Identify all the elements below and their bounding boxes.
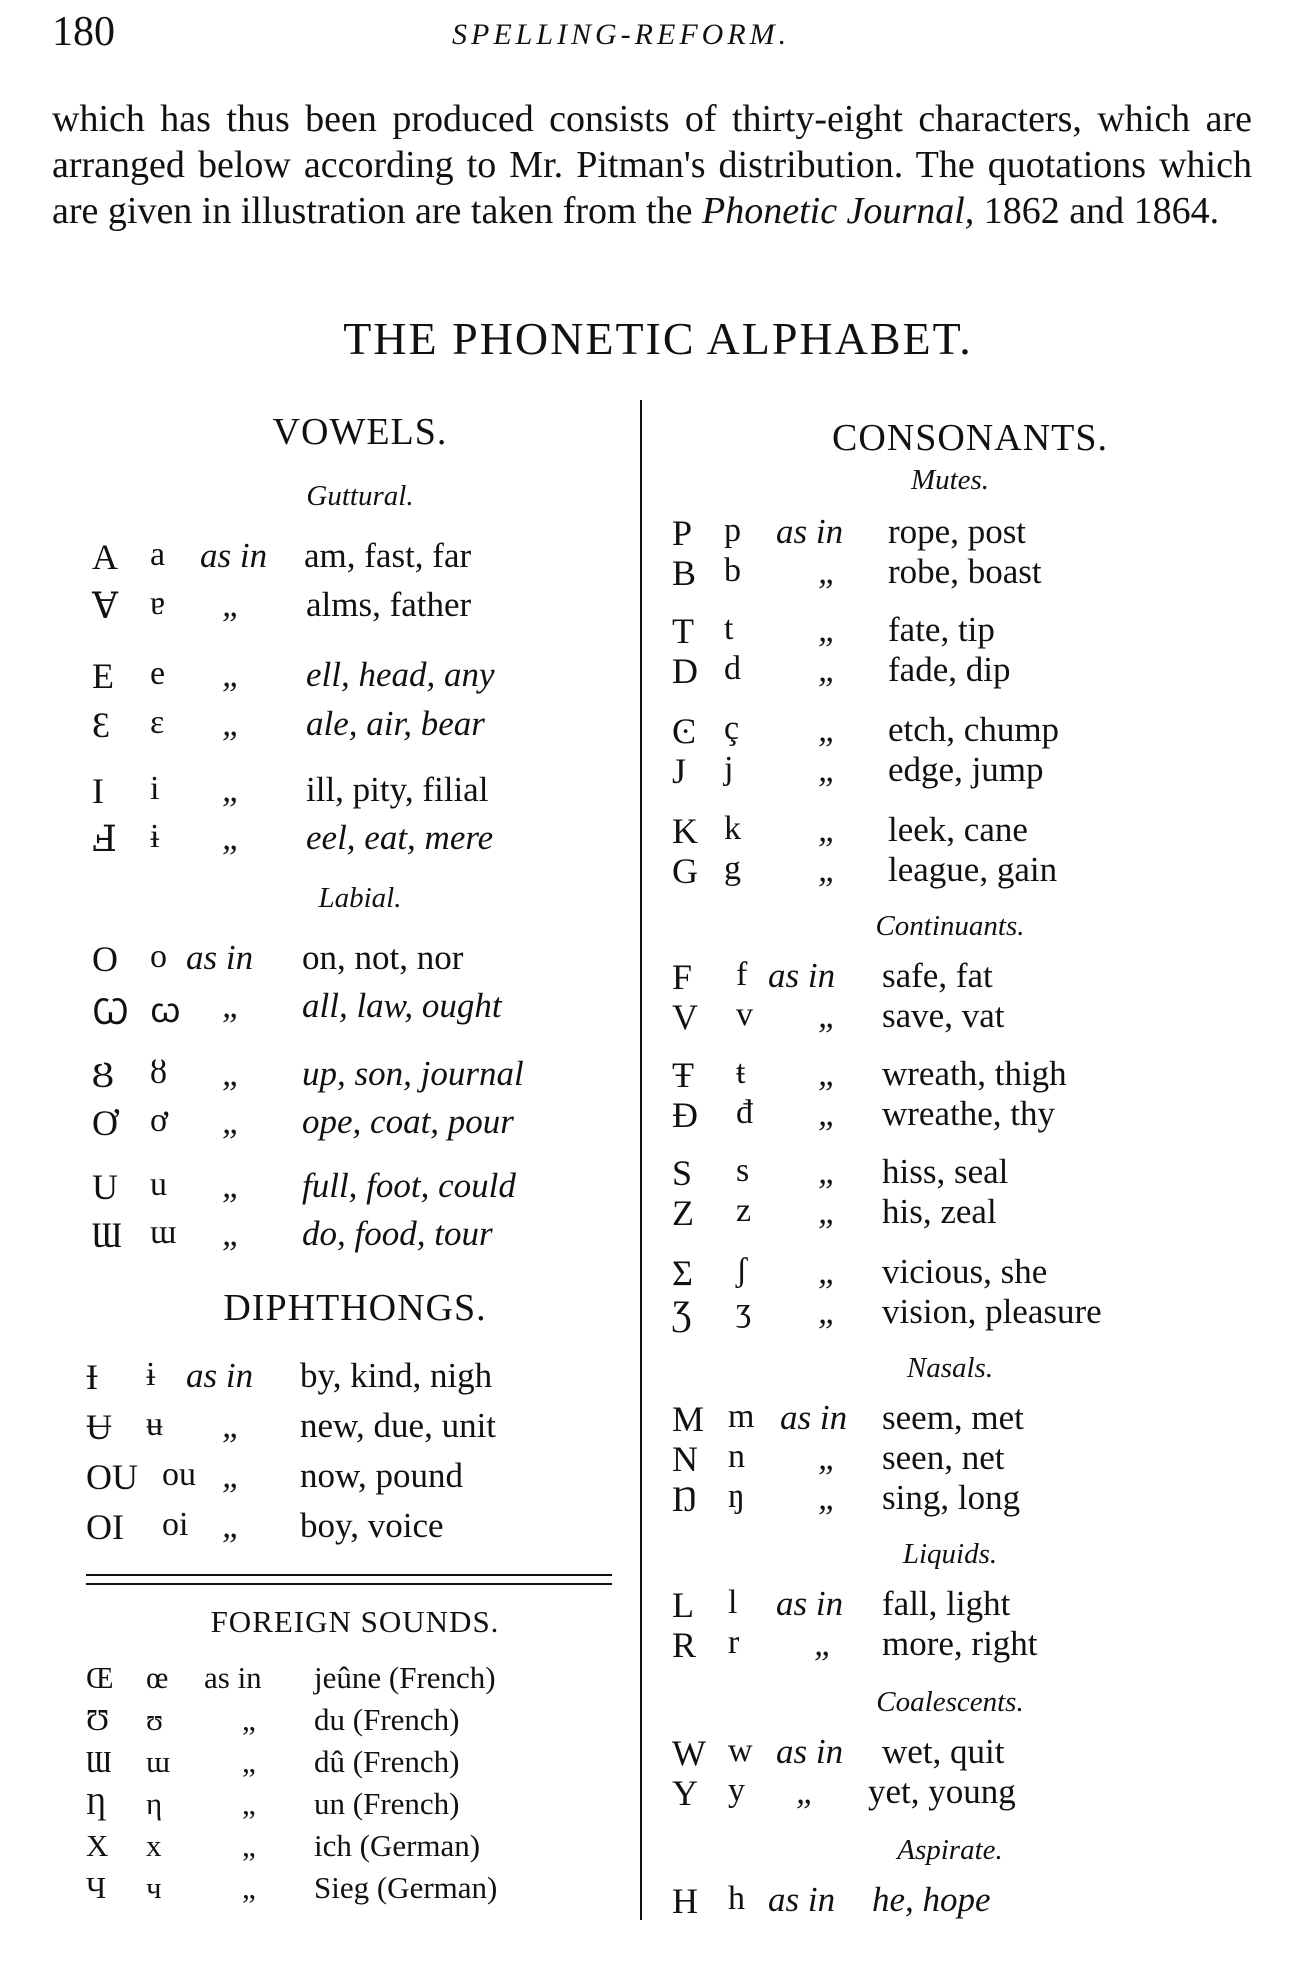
example-words: edge, jump xyxy=(888,750,1044,789)
lowercase-letter: l xyxy=(728,1584,738,1621)
capital-letter: Ɛ xyxy=(92,705,111,745)
capital-letter: Ɯ xyxy=(86,1744,112,1779)
ditto-marker: „ xyxy=(818,1094,838,1133)
running-head: SPELLING-REFORM. xyxy=(452,18,791,51)
capital-letter: U xyxy=(92,1167,118,1207)
capital-letter: M xyxy=(672,1399,705,1439)
nasals-label: Nasals. xyxy=(906,1352,994,1384)
capital-letter: V xyxy=(672,997,698,1037)
capital-letter: Ͼ xyxy=(672,711,697,751)
lowercase-letter: i xyxy=(150,770,160,807)
intro-paragraph xyxy=(52,96,1252,234)
lowercase-letter: u xyxy=(150,1166,167,1203)
example-words: league, gain xyxy=(888,850,1058,889)
coalescents-label: Coalescents. xyxy=(876,1686,1024,1718)
capital-letter: R xyxy=(672,1625,697,1665)
lowercase-letter: ч xyxy=(146,1870,162,1905)
capital-letter: O xyxy=(92,939,118,979)
page-title: THE PHONETIC ALPHABET. xyxy=(343,313,973,364)
ditto-marker: „ xyxy=(242,1786,256,1821)
lowercase-letter: j xyxy=(724,750,734,787)
as-in-marker: as in xyxy=(768,956,836,995)
as-in-marker: as in xyxy=(200,536,268,575)
example-words: leek, cane xyxy=(888,810,1028,849)
lowercase-letter: f xyxy=(736,956,748,993)
lowercase-letter: h xyxy=(728,1880,745,1917)
ditto-marker: „ xyxy=(818,1192,838,1231)
lowercase-letter: ŋ xyxy=(728,1478,745,1515)
foreign-sounds-heading: FOREIGN SOUNDS. xyxy=(210,1604,500,1639)
capital-letter: Đ xyxy=(672,1095,698,1135)
ditto-marker: „ xyxy=(242,1870,256,1905)
ditto-marker: „ xyxy=(222,770,242,809)
ditto-marker: „ xyxy=(818,610,838,649)
capital-letter: P xyxy=(672,513,693,553)
capital-letter: W xyxy=(672,1733,706,1773)
example-words: un (French) xyxy=(314,1786,460,1821)
example-words: alms, father xyxy=(306,585,472,624)
example-words: jeûne (French) xyxy=(314,1660,496,1695)
lowercase-letter: ɨ xyxy=(146,1356,156,1393)
example-words: save, vat xyxy=(882,996,1005,1035)
example-words: wet, quit xyxy=(882,1732,1005,1771)
aspirate-label: Aspirate. xyxy=(897,1834,1003,1866)
example-words: am, fast, far xyxy=(304,536,472,575)
ditto-marker: „ xyxy=(818,650,838,689)
lowercase-letter: x xyxy=(146,1828,162,1863)
lowercase-letter: g xyxy=(724,850,741,887)
capital-letter: Σ xyxy=(672,1253,693,1293)
capital-letter: Y xyxy=(672,1773,698,1813)
capital-letter: L xyxy=(672,1585,694,1625)
capital-letter: D xyxy=(672,651,698,691)
diphthongs-heading: DIPHTHONGS. xyxy=(223,1287,487,1329)
example-words: all, law, ought xyxy=(302,986,502,1025)
lowercase-letter: ơ xyxy=(150,1102,168,1139)
example-words: on, not, nor xyxy=(302,938,464,977)
lowercase-letter: t xyxy=(724,610,734,647)
lowercase-letter: đ xyxy=(736,1094,753,1131)
lowercase-letter: y xyxy=(728,1772,745,1809)
capital-letter: H xyxy=(672,1881,698,1921)
lowercase-letter: ʉ xyxy=(146,1406,163,1443)
capital-letter: N xyxy=(672,1439,698,1479)
lowercase-letter: p xyxy=(724,512,741,549)
ditto-marker: „ xyxy=(222,1506,242,1545)
capital-letter: E xyxy=(92,656,114,696)
ditto-marker: „ xyxy=(242,1828,256,1863)
ditto-marker: „ xyxy=(222,1102,242,1141)
example-words: do, food, tour xyxy=(302,1214,493,1253)
example-words: vision, pleasure xyxy=(882,1292,1102,1331)
ditto-marker: „ xyxy=(222,1456,242,1495)
as-in-marker: as in xyxy=(186,938,254,977)
example-words: Sieg (German) xyxy=(314,1870,498,1905)
lowercase-letter: ʊ xyxy=(146,1702,164,1737)
liquids-label: Liquids. xyxy=(902,1538,998,1570)
lowercase-letter: o xyxy=(150,938,167,975)
lowercase-letter: ꞷ xyxy=(150,993,181,1030)
lowercase-letter: v xyxy=(736,996,753,1033)
intro-text: which has thus been produced consists of thirty-eight characters, which are arranged below according to Mr. Pitman's distribution. The quotations which are given in illustration are taken from the xyxy=(52,98,1252,232)
example-words: boy, voice xyxy=(300,1506,444,1545)
lowercase-letter: ç xyxy=(724,710,740,747)
ditto-marker: „ xyxy=(242,1744,256,1779)
lowercase-letter: w xyxy=(728,1732,753,1769)
ditto-marker: „ xyxy=(818,1292,838,1331)
as-in-marker: as in xyxy=(186,1356,254,1395)
lowercase-letter: oi xyxy=(162,1506,189,1543)
lowercase-letter: ou xyxy=(162,1456,196,1493)
capital-letter: Z xyxy=(672,1193,694,1233)
ditto-marker: „ xyxy=(818,996,838,1035)
capital-letter: Ɯ xyxy=(92,1215,122,1255)
example-words: dû (French) xyxy=(314,1744,460,1779)
capital-letter: T xyxy=(672,611,694,651)
ditto-marker: „ xyxy=(818,850,838,889)
example-words: du (French) xyxy=(314,1702,460,1737)
capital-letter: J xyxy=(672,751,687,791)
as-in-marker: as in xyxy=(776,1732,844,1771)
example-words: etch, chump xyxy=(888,710,1060,749)
ditto-marker: „ xyxy=(222,1406,242,1445)
lowercase-letter: ɨ xyxy=(150,818,160,855)
example-words: ope, coat, pour xyxy=(302,1102,514,1141)
example-words: ell, head, any xyxy=(306,655,495,694)
example-words: by, kind, nigh xyxy=(300,1356,493,1395)
as-in-marker: as in xyxy=(768,1880,836,1919)
ditto-marker: „ xyxy=(818,1054,838,1093)
example-words: up, son, journal xyxy=(302,1054,524,1093)
example-words: fade, dip xyxy=(888,650,1011,689)
example-words: vicious, she xyxy=(882,1252,1048,1291)
example-words: his, zeal xyxy=(882,1192,997,1231)
capital-letter: X xyxy=(86,1828,109,1863)
example-words: eel, eat, mere xyxy=(306,818,494,857)
lowercase-letter: œ xyxy=(146,1660,169,1695)
capital-letter: Ɨ xyxy=(86,1357,98,1397)
capital-letter: Ŋ xyxy=(672,1479,698,1519)
as-in-marker: as in xyxy=(776,1584,844,1623)
capital-letter: Ꞷ xyxy=(92,992,129,1032)
lowercase-letter: ʒ xyxy=(736,1292,752,1329)
capital-letter: Ƞ xyxy=(86,1786,107,1821)
example-words: new, due, unit xyxy=(300,1406,497,1445)
example-words: hiss, seal xyxy=(882,1152,1009,1191)
lowercase-letter: z xyxy=(736,1192,752,1229)
capital-letter: S xyxy=(672,1153,693,1193)
lowercase-letter: a xyxy=(150,536,166,573)
example-words: sing, long xyxy=(882,1478,1021,1517)
capital-letter: Ȣ xyxy=(92,1055,114,1095)
capital-letter: Ŧ xyxy=(672,1055,694,1095)
ditto-marker: „ xyxy=(242,1702,256,1737)
labial-label: Labial. xyxy=(318,882,402,914)
column-divider xyxy=(640,400,642,1920)
as-in-marker: as in xyxy=(204,1660,262,1695)
capital-letter: I xyxy=(92,771,104,811)
lowercase-letter: ɯ xyxy=(150,1214,177,1251)
lowercase-letter: k xyxy=(724,810,741,847)
mutes-label: Mutes. xyxy=(910,464,990,496)
example-words: more, right xyxy=(882,1624,1038,1663)
example-words: seen, net xyxy=(882,1438,1005,1477)
as-in-marker: as in xyxy=(780,1398,848,1437)
lowercase-letter: r xyxy=(728,1624,740,1661)
lowercase-letter: η xyxy=(146,1786,163,1821)
example-words: robe, boast xyxy=(888,552,1042,591)
capital-letter: OI xyxy=(86,1507,124,1547)
ditto-marker: „ xyxy=(818,810,838,849)
ditto-marker: „ xyxy=(222,585,242,624)
example-words: wreathe, thy xyxy=(882,1094,1055,1133)
lowercase-letter: ɛ xyxy=(150,704,165,741)
ditto-marker: „ xyxy=(818,552,838,591)
ditto-marker: „ xyxy=(814,1624,834,1663)
double-rule xyxy=(86,1574,612,1585)
vowels-heading: VOWELS. xyxy=(272,411,448,453)
lowercase-letter: s xyxy=(736,1152,750,1189)
as-in-marker: as in xyxy=(776,512,844,551)
example-words: wreath, thigh xyxy=(882,1054,1067,1093)
ditto-marker: „ xyxy=(818,710,838,749)
ditto-marker: „ xyxy=(222,818,242,857)
consonants-heading: CONSONANTS. xyxy=(832,417,1108,459)
lowercase-letter: e xyxy=(150,655,166,692)
example-words: fall, light xyxy=(882,1584,1011,1623)
capital-letter: Ʊ xyxy=(86,1702,110,1737)
example-words: fate, tip xyxy=(888,610,995,649)
capital-letter: Ơ xyxy=(92,1103,118,1143)
capital-letter: Ʒ xyxy=(672,1293,692,1333)
example-words: ich (German) xyxy=(314,1828,481,1863)
example-words: he, hope xyxy=(872,1880,991,1919)
continuants-label: Continuants. xyxy=(875,910,1025,942)
capital-letter: Ɐ xyxy=(92,586,118,626)
example-words: now, pound xyxy=(300,1456,464,1495)
capital-letter: A xyxy=(92,537,118,577)
ditto-marker: „ xyxy=(796,1772,816,1811)
journal-title: Phonetic Journal, xyxy=(702,190,975,232)
ditto-marker: „ xyxy=(818,750,838,789)
lowercase-letter: ʃ xyxy=(736,1252,748,1289)
ditto-marker: „ xyxy=(818,1152,838,1191)
example-words: seem, met xyxy=(882,1398,1024,1437)
ditto-marker: „ xyxy=(818,1438,838,1477)
capital-letter: K xyxy=(672,811,698,851)
page-header xyxy=(52,8,1252,58)
capital-letter: B xyxy=(672,553,697,593)
example-words: safe, fat xyxy=(882,956,993,995)
capital-letter: Ⅎ xyxy=(92,819,117,859)
capital-letter: Ʉ xyxy=(86,1407,112,1447)
example-words: ill, pity, filial xyxy=(306,770,489,809)
lowercase-letter: n xyxy=(728,1438,745,1475)
example-words: yet, young xyxy=(868,1772,1016,1811)
capital-letter: F xyxy=(672,957,693,997)
example-words: full, foot, could xyxy=(302,1166,516,1205)
lowercase-letter: ɯ xyxy=(146,1744,171,1779)
ditto-marker: „ xyxy=(818,1252,838,1291)
example-words: ale, air, bear xyxy=(306,704,485,743)
ditto-marker: „ xyxy=(222,986,242,1025)
capital-letter: Ч xyxy=(86,1870,107,1905)
intro-text-end: 1862 and 1864. xyxy=(974,190,1220,232)
example-words: rope, post xyxy=(888,512,1027,551)
capital-letter: OU xyxy=(86,1457,138,1497)
page-number: 180 xyxy=(52,9,115,55)
ditto-marker: „ xyxy=(222,1166,242,1205)
lowercase-letter: ɐ xyxy=(150,585,166,622)
lowercase-letter: ŧ xyxy=(736,1054,746,1091)
capital-letter: Œ xyxy=(86,1660,114,1695)
guttural-label: Guttural. xyxy=(306,480,414,512)
lowercase-letter: d xyxy=(724,650,741,687)
lowercase-letter: m xyxy=(728,1398,755,1435)
ditto-marker: „ xyxy=(222,1214,242,1253)
ditto-marker: „ xyxy=(222,655,242,694)
lowercase-letter: ȣ xyxy=(150,1054,167,1091)
ditto-marker: „ xyxy=(818,1478,838,1517)
capital-letter: G xyxy=(672,851,698,891)
lowercase-letter: b xyxy=(724,552,741,589)
ditto-marker: „ xyxy=(222,1054,242,1093)
ditto-marker: „ xyxy=(222,704,242,743)
